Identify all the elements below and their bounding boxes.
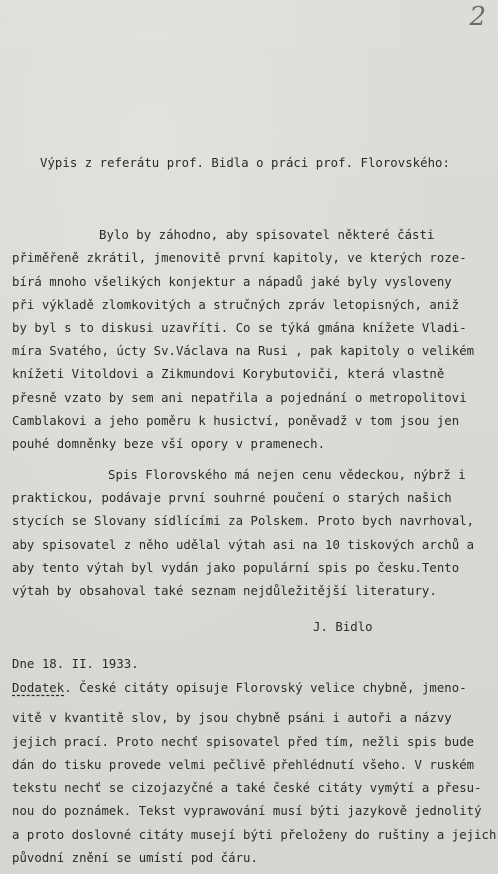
paragraph1-line: Camblakovi a jeho poměru k husictví, poněvadž v tom jsou jen	[12, 414, 460, 428]
addendum-line: vitě v kvantitě slov, by jsou chybně psáni i autoři a názvy	[12, 711, 452, 725]
addendum-first-text: . České citáty opisuje Florovský velice chybně, jmeno-	[64, 681, 467, 695]
page-number: 2	[469, 2, 486, 32]
paragraph2-line: výtah by obsahoval také seznam nejdůležitější literatury.	[12, 584, 437, 598]
signature: J. Bidlo	[313, 620, 373, 634]
paragraph2-line: aby spisovatel z něho udělal výtah asi na 10 tiskových archů a	[12, 538, 475, 552]
paragraph1-line: přiměřeně zkrátil, jmenovitě první kapitoly, ve kterých roze-	[12, 251, 467, 265]
addendum-first-line	[12, 682, 467, 694]
addendum-label: Dodatek	[12, 681, 65, 695]
addendum-line: tekstu nechť se cizojazyčné a také české citáty vymýtí a přesu-	[12, 781, 482, 795]
paragraph1-line: by byl s to diskusi uzavříti. Co se týká gmána knížete Vladi-	[12, 321, 467, 335]
paragraph1-line: knížeti Vitoldovi a Zikmundovi Korybutoviči, která vlastně	[12, 367, 445, 381]
addendum-line: a proto doslovné citáty musejí býti přeloženy do ruštiny a jejich	[12, 828, 497, 842]
paragraph1-line: míra Svatého, úcty Sv.Václava na Rusi , pak kapitoly o velikém	[12, 344, 475, 358]
paragraph1-line: Bylo by záhodno, aby spisovatel některé části	[99, 228, 435, 242]
paragraph1-line: přesně vzato by sem ani nepatřila a pojednání o metropolitovi	[12, 391, 467, 405]
paragraph1-line: bírá mnoho všelikých konjektur a nápadů jaké byly vysloveny	[12, 275, 452, 289]
paragraph2-line: stycích se Slovany sídlícími za Polskem. Proto bych navrhoval,	[12, 514, 475, 528]
paragraph2-line: praktickou, podávaje první souhrné poučení o starých našich	[12, 491, 452, 505]
addendum-line: nou do poznámek. Tekst vyprawování musí býti jazykově jednolitý	[12, 804, 482, 818]
paragraph2-line: aby tento výtah byl vydán jako populární spis po česku.Tento	[12, 561, 460, 575]
addendum-line: původní znění se umístí pod čáru.	[12, 851, 258, 865]
addendum-line: jejich prací. Proto nechť spisovatel před tím, nežli spis bude	[12, 735, 475, 749]
document-title: Výpis z referátu prof. Bidla o práci prof. Florovského:	[40, 156, 450, 170]
addendum-line: dán do tisku provede velmi pečlivě přehlédnutí všeho. V ruském	[12, 758, 475, 772]
date: Dne 18. II. 1933.	[12, 657, 139, 671]
paragraph2-line: Spis Florovského má nejen cenu vědeckou, nýbrž i	[108, 468, 466, 482]
paragraph1-line: při výkladě zlomkovitých a stručných zpráv letopisných, aniž	[12, 298, 460, 312]
paragraph1-line: pouhé domněnky beze vší opory v pramenech.	[12, 437, 326, 451]
